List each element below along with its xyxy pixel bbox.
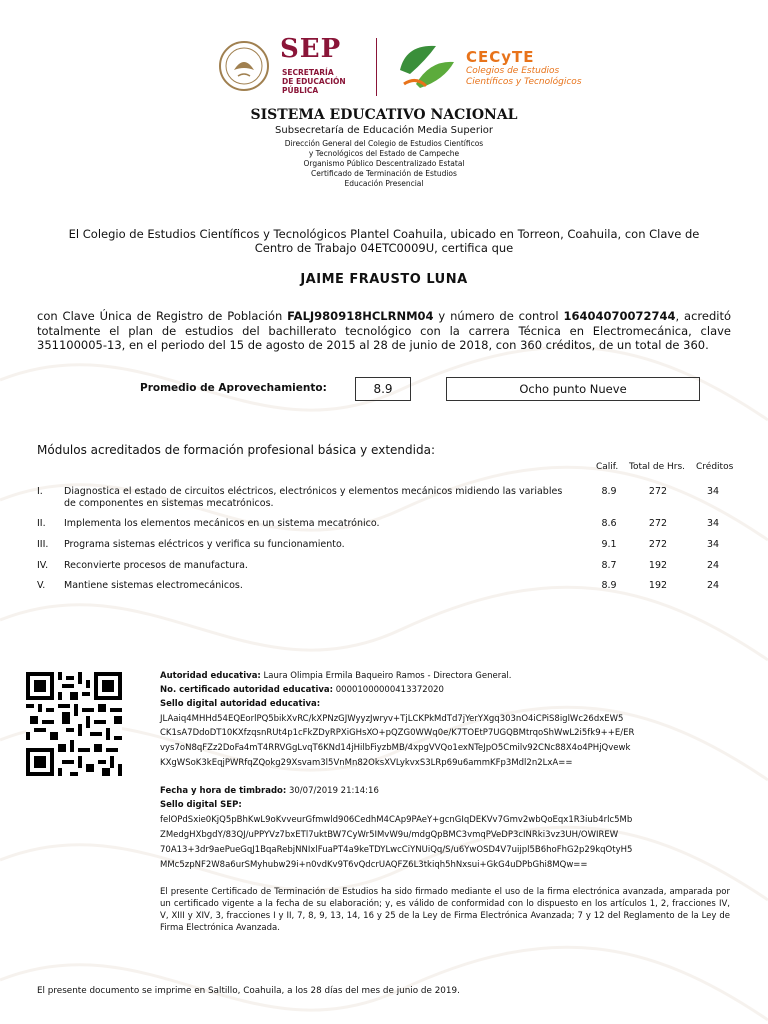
seal-line: JLAaiq4MHHd54EQEorlPQ5bikXvRC/kXPNzGJWyyzJwryv+TjLCKPkMdTd7jYerYXgq303nO4iCPiS8iglWc26dxEW5 [160, 714, 624, 724]
student-name: JAIME FRAUSTO LUNA [300, 272, 468, 287]
grade-column-header: Calif. [596, 462, 619, 472]
average-text-box: Ocho punto Nueve [446, 377, 700, 401]
seal-label: Sello digital autoridad educativa: [160, 699, 321, 709]
curp-value: FALJ980918HCLRNM04 [287, 309, 434, 323]
sep-seal-label: Sello digital SEP: [160, 800, 242, 810]
module-number: II. [37, 518, 46, 529]
module-grade: 8.9 [601, 486, 617, 497]
institution-line: Dirección General del Colegio de Estudios Científicos [284, 139, 484, 148]
sep-seal-line: ZMedgHXbgdY/83QJ/uPPYVz7bxETl7uktBW7CyWr5IMvW9u/mdgQpBMC3vmqPVeDP3cINRki3vz3UH/OWIREW [160, 830, 619, 840]
module-credits: 24 [706, 580, 720, 591]
module-row [37, 560, 737, 572]
certification-paragraph: con Clave Única de Registro de Población FALJ980918HCLRNM04 y número de control 16404070072744, acreditó totalmente el plan de estudios del bachillerato tecnológico con la carrera Técnica en Electromecánica, clave 351100005-13, en el periodo del 15 de agosto de 2015 al 28 de junio de 2018, con 360 créditos, de un total de 360. [37, 309, 731, 352]
document-title: SISTEMA EDUCATIVO NACIONAL [250, 107, 518, 123]
module-grade: 8.7 [601, 560, 617, 571]
print-location-footer: El presente documento se imprime en Saltillo, Coahuila, a los 28 días del mes de junio de 2019. [37, 986, 460, 996]
sep-seal-line: MMc5zpNF2W8a6urSMyhubw29i+n0vdKv9T6vQdcrUAQFZ6L3tkiqh5hNxsui+GkG4uDPbGhi8MQw== [160, 860, 588, 870]
module-grade: 8.9 [601, 580, 617, 591]
module-name: Programa sistemas eléctricos y verifica su funcionamiento. [64, 539, 345, 550]
module-number: III. [37, 539, 49, 550]
module-number: V. [37, 580, 46, 591]
module-credits: 24 [706, 560, 720, 571]
module-grade: 8.6 [601, 518, 617, 529]
cecyte-leaf-icon [396, 40, 456, 94]
module-credits: 34 [706, 486, 720, 497]
module-credits: 34 [706, 518, 720, 529]
module-hours: 192 [648, 560, 668, 571]
institution-line: Certificado de Terminación de Estudios [311, 169, 457, 178]
hours-column-header: Total de Hrs. [629, 462, 686, 472]
cecyte-logo-subtitle: Colegios de Estudios Científicos y Tecnológicos [466, 66, 582, 87]
certification-intro: El Colegio de Estudios Científicos y Tecnológicos Plantel Coahuila, ubicado en Torreon, Coahuila, con Clave de Centro de Trabajo 04ETC0009U, certifica que [68, 227, 700, 255]
module-hours: 272 [648, 539, 668, 550]
module-row [37, 486, 737, 510]
module-hours: 272 [648, 518, 668, 529]
module-number: I. [37, 486, 43, 497]
institution-line: Organismo Público Descentralizado Estatal [303, 159, 465, 168]
module-name: Implementa los elementos mecánicos en un sistema mecatrónico. [64, 518, 380, 529]
sep-logo-title: SEP [280, 34, 342, 64]
module-row [37, 518, 737, 530]
cert-number-line: No. certificado autoridad educativa: 00001000000413372020 [160, 685, 444, 695]
credits-column-header: Créditos [696, 462, 734, 472]
subsecretaria-line: Subsecretaría de Educación Media Superior [275, 125, 493, 136]
module-name: Reconvierte procesos de manufactura. [64, 560, 248, 571]
institution-line: Educación Presencial [344, 179, 424, 188]
seal-line: vys7oN8qFZz2DoFa4mT4RRVGgLvqT6KNd14jHilbFiyzbMB/4xpgVVQo1exNTeJpO5Cmilv92CNc88X4o4PHjQvewk [160, 743, 631, 753]
module-grade: 9.1 [601, 539, 617, 550]
institution-line: y Tecnológicos del Estado de Campeche [308, 149, 460, 158]
average-value-box: 8.9 [355, 377, 411, 401]
cert-number-value: 00001000000413372020 [335, 685, 444, 695]
module-row [37, 539, 737, 551]
sep-logo-subtitle: SECRETARÍA DE EDUCACIÓN PÚBLICA [282, 68, 346, 95]
seal-line: KXgWSoK3kEqjPWRfqZQokg29Xsvam3l5VnMn82OksXVLykvxS3LRp69u6ammKFp3Mdl2n2LxA== [160, 758, 573, 768]
module-hours: 192 [648, 580, 668, 591]
module-number: IV. [37, 560, 49, 571]
mexico-seal-icon [218, 40, 270, 92]
control-number: 16404070072744 [563, 309, 676, 323]
header-divider [376, 38, 377, 96]
sep-seal-line: felOPdSxie0KjQ5pBhKwL9oKvveurGfmwld906CedhM4CAp9PAeY+gcnGIqDEKVv7Gmv2wbQoEqx1R3iub4rlc5Mb [160, 815, 633, 825]
module-credits: 34 [706, 539, 720, 550]
authority-line: Autoridad educativa: Laura Olimpia Ermila Baqueiro Ramos - Directora General. [160, 671, 512, 681]
sep-seal-line: 70A13+3dr9aePueGqJ1BqaRebjNNIxlFuaPT4a9keTDYLwcCiYNUiQq/S/u6YwOSD4V7uijpl5B6hoFhG2p29kqOtyH5 [160, 845, 633, 855]
average-label: Promedio de Aprovechamiento: [140, 382, 327, 394]
modules-title: Módulos acreditados de formación profesional básica y extendida: [37, 443, 435, 457]
module-name: Mantiene sistemas electromecánicos. [64, 580, 243, 591]
authority-name: Laura Olimpia Ermila Baqueiro Ramos - Directora General. [263, 671, 512, 681]
seal-line: CK1sA7DdoDT10KXfzqsnRUt4p1cFkZDyRPXiGHsXO+pQZG0WWq0e/K7TOEtP7UGQBMtrqoShWwL2i5fk9++E/ER [160, 728, 635, 738]
stamp-date-value: 30/07/2019 21:14:16 [288, 786, 379, 796]
qr-code-icon [26, 672, 122, 776]
module-name: Diagnostica el estado de circuitos eléctricos, electrónicos y elementos mecánicos midiendo las variables de componentes en sistemas mecatrónicos. [64, 486, 563, 509]
cecyte-logo-title: CECyTE [466, 48, 535, 66]
stamp-date-line: Fecha y hora de timbrado: 30/07/2019 21:14:16 [160, 786, 379, 796]
legal-notice: El presente Certificado de Terminación de Estudios ha sido firmado mediante el uso de la firma electrónica avanzada, amparada por un certificado vigente a la fecha de su elaboración; y, es válido de conformidad con lo dispuesto en los artículos 1, 2, fracciones IV, V, XIII y XIV, 3, fracciones I y II, 7, 8, 9, 13, 14, 16 y 25 de la Ley de Firma Electrónica Avanzada; 7 y 12 del Reglamento de la Ley de Firma Electrónica Avanzada. [160, 887, 730, 933]
module-hours: 272 [648, 486, 668, 497]
module-row [37, 580, 737, 592]
